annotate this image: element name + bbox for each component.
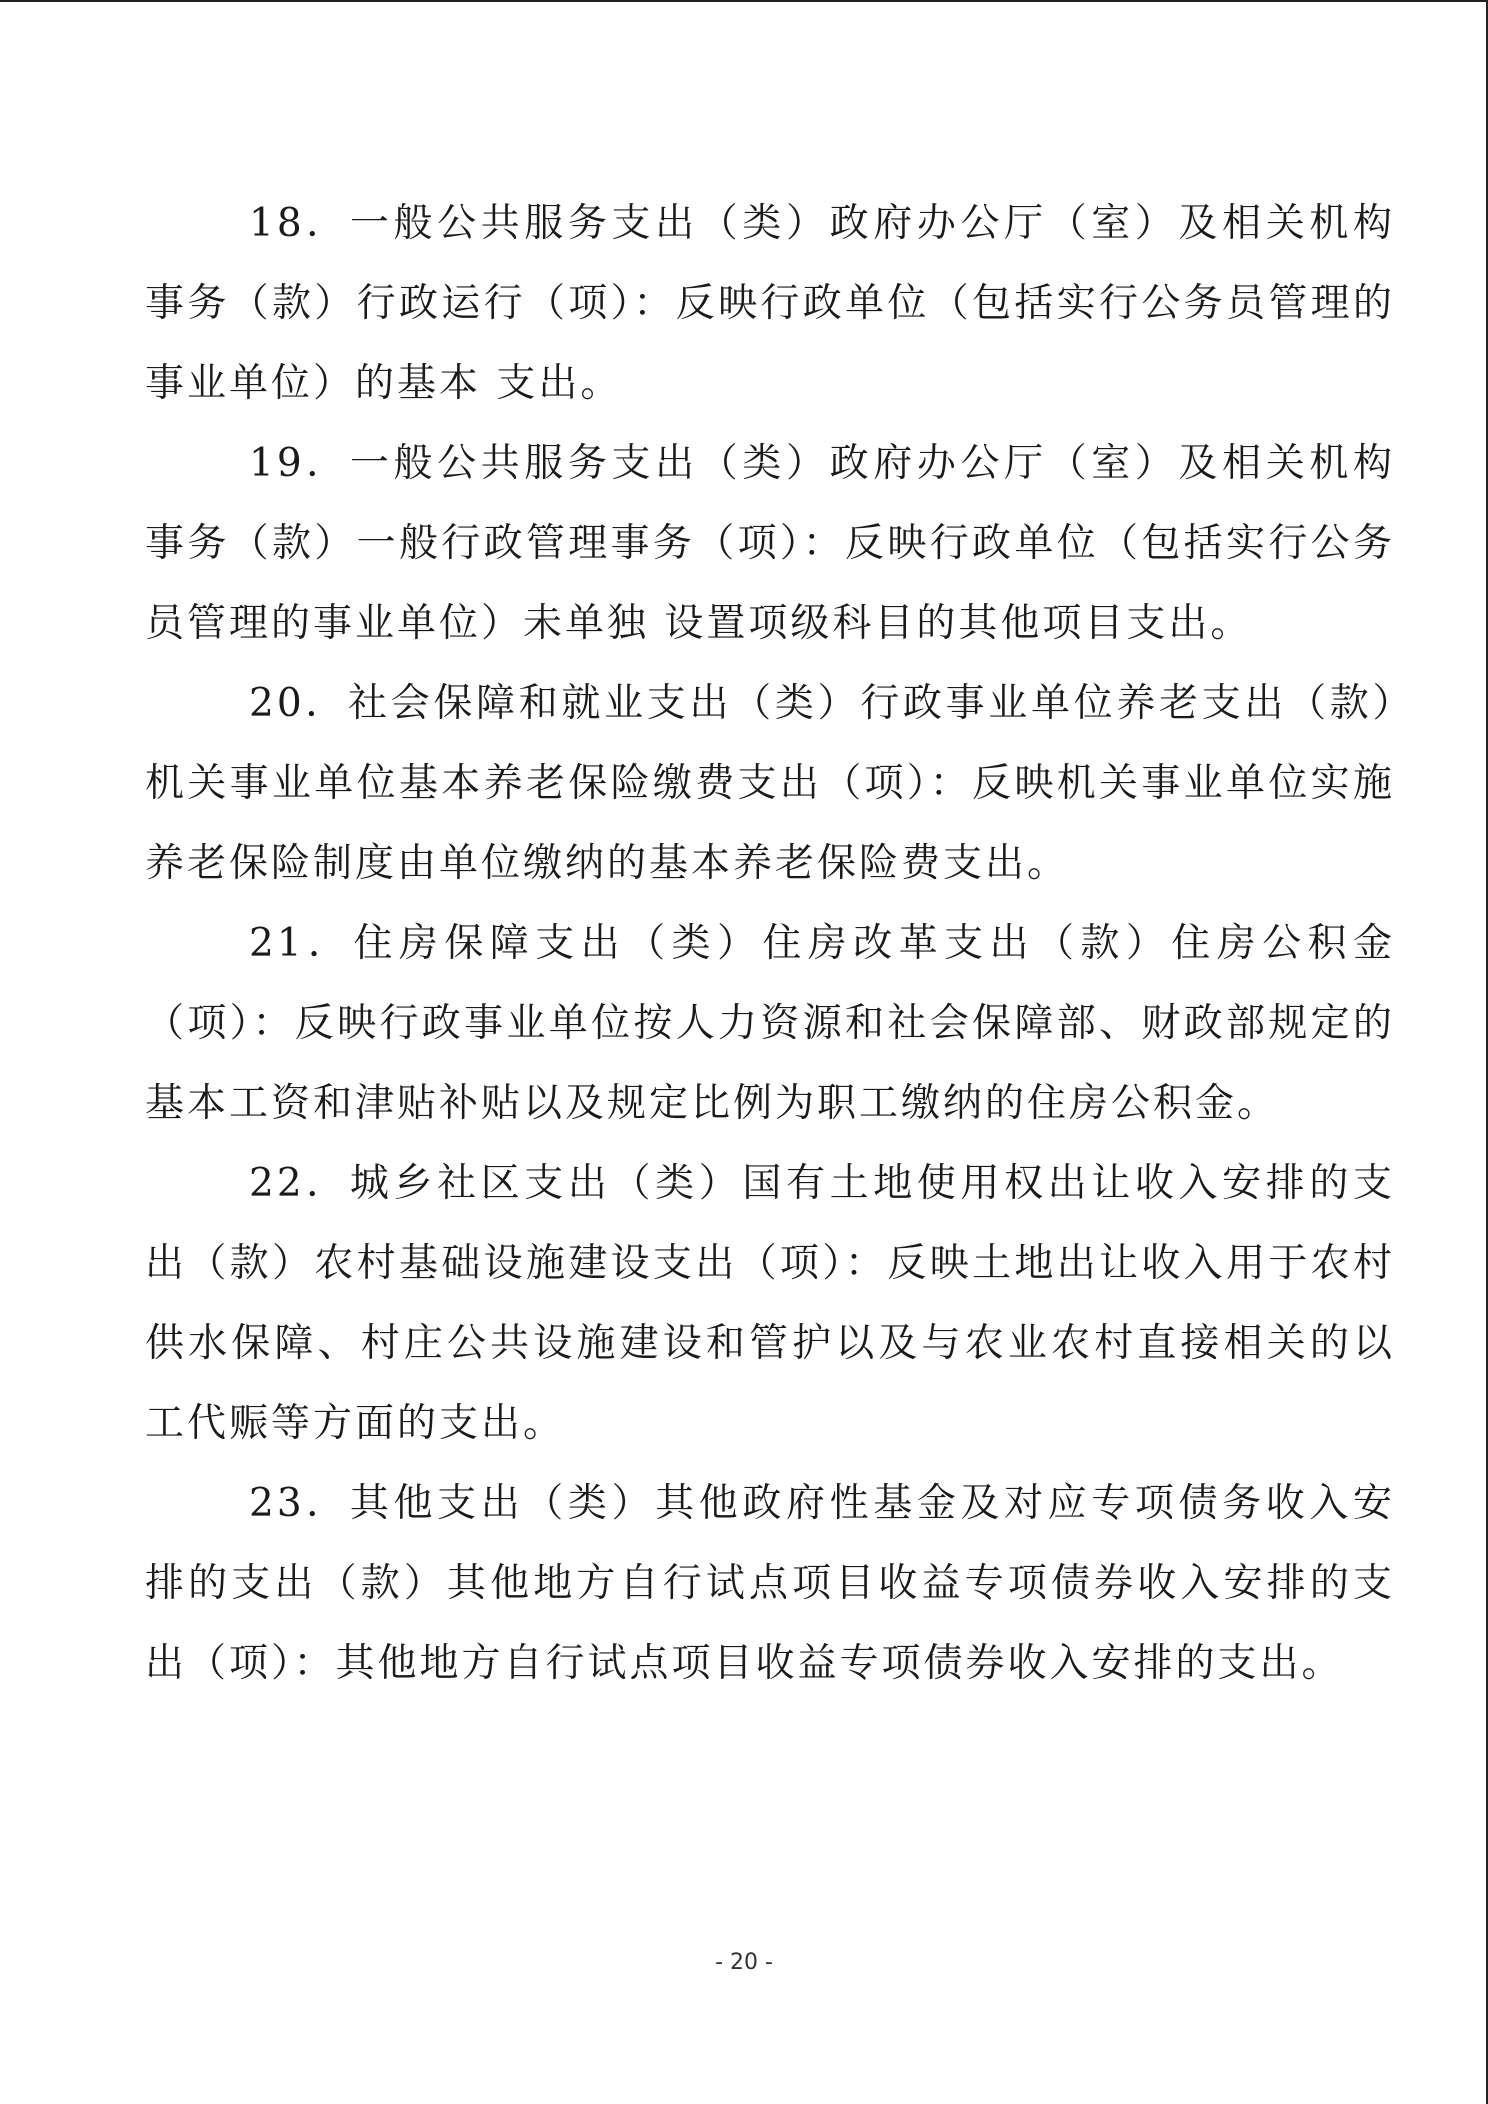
paragraph-item-21: 21．住房保障支出（类）住房改革支出（款）住房公积金（项）：反映行政事业单位按人力资源和社会保障部、财政部规定的 基本工资和津贴补贴以及规定比例为职工缴纳的住房公积金。 <box>145 921 1395 1126</box>
paragraph-item-22: 22．城乡社区支出（类）国有土地使用权出让收入安排的支出（款）农村基础设施建设支出（项）：反映土地出让收入用于农村供水保障、村庄公共设施建设和管护以及与农业农村直接相关的以工代赈等方面的支出。 <box>145 1161 1395 1446</box>
paragraph-item-23: 23．其他支出（类）其他政府性基金及对应专项债务收入安排的支出（款）其他地方自行试点项目收益专项债券收入安排的支出（项）：其他地方自行试点项目收益专项债券收入安排的支出。 <box>145 1481 1395 1686</box>
paragraph-item-19: 19．一般公共服务支出（类）政府办公厅（室）及相关机构事务（款）一般行政管理事务（项）：反映行政单位（包括实行公务员管理的事业单位）未单独 设置项级科目的其他项目支出。 <box>145 441 1395 646</box>
paragraph-item-18: 18．一般公共服务支出（类）政府办公厅（室）及相关机构事务（款）行政运行（项）：反映行政单位（包括实行公务员管理的事业单位）的基本 支出。 <box>145 201 1395 406</box>
paragraph-item-20: 20．社会保障和就业支出（类）行政事业单位养老支出（款）机关事业单位基本养老保险缴费支出（项）：反映机关事业单位实施养老保险制度由单位缴纳的基本养老保险费支出。 <box>145 681 1395 886</box>
page-number: - 20 - <box>715 1950 773 1975</box>
document-body <box>145 184 1395 1704</box>
